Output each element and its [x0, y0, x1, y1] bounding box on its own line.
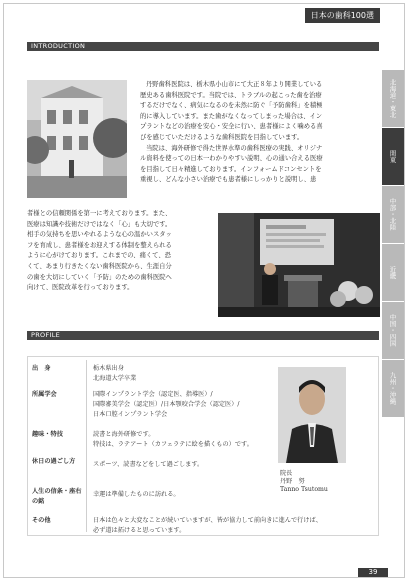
profile-label-origin: 出 身 — [32, 365, 51, 372]
intro-line: 相手の気持ちを思いやれるような心の温かいスタッ — [27, 231, 172, 239]
profile-label-societies: 所属学会 — [32, 391, 57, 398]
intro-line: の歯を大切にしていく「予防」のための歯科医院へ — [27, 273, 172, 281]
tab-chubu-hokuriku[interactable]: 中部・北陸 — [382, 186, 404, 243]
intro-line: びを感じていただけるような歯科医院を目指しています。 — [140, 133, 304, 141]
intro-line: ル資料を使っての日本一わかりやすい説明、心の通い合える医療 — [140, 155, 323, 163]
intro-line: を目指して日々精進しております。インフォームドコンセントを — [140, 165, 322, 173]
doctor-role: 院長 — [280, 470, 293, 477]
intro-line: 者様との信頼関係を第一に考えております。また、 — [27, 210, 172, 217]
intro-line: 向けて、医院改革を行っております。 — [27, 284, 134, 292]
tab-hokkaido-tohoku[interactable]: 北海道・東北 — [382, 70, 404, 127]
profile-label-holidays: 休日の過ごし方 — [32, 458, 76, 465]
tab-chugoku-shikoku[interactable]: 中国・四国 — [382, 302, 404, 359]
intro-line: 的に導入しています。また歯がなくなってしまった場合は、イン — [140, 112, 323, 120]
profile-label-other: その他 — [32, 517, 51, 524]
intro-line: 歴史ある歯科医院です。当院では、トラブルの起こった歯を治療 — [140, 91, 322, 99]
intro-line: 重視し、どんな小さい治療でも患者様にしっかりと説明し、患 — [140, 176, 317, 184]
intro-line: するだけでなく、病気になるのを未然に防ぐ「予防歯科」を積極 — [140, 102, 323, 110]
intro-line: プラントなどの治療を安心・安全に行い、患者様によく噛める喜 — [140, 123, 323, 131]
profile-value-motto: 幸運は準備したものに訪れる。 — [93, 491, 180, 498]
intro-line: 医療は知識や技術だけではなく「心」も大切です。 — [27, 220, 172, 228]
tab-kinki[interactable]: 近畿 — [382, 244, 404, 301]
profile-value-holidays: スポーツ、読書などをして過ごします。 — [93, 461, 204, 468]
intro-line: くて、あまり行きたくない歯科医院から、生涯自分 — [27, 262, 172, 270]
doctor-name: 丹野 努 — [280, 478, 305, 485]
profile-label-hobbies: 趣味・特技 — [32, 431, 63, 438]
intro-line: 当院は、海外研修で得た世界水準の歯科医療の実践、オリジナ — [146, 144, 323, 152]
intro-title: INTRODUCTION — [27, 42, 379, 51]
doctor-portrait — [278, 367, 346, 463]
profile-label-motto: 人生の信条・座右の銘 — [32, 488, 82, 505]
tab-kanto[interactable]: 関東 — [382, 128, 404, 185]
profile-value-societies: 国際インプラント学会（認定医、指導医）/ 国際審美学会（認定医）/日本顎咬合学会（認定医）/ 日本口腔インプラント学会 — [93, 391, 240, 418]
clinic-building-photo — [27, 80, 127, 198]
doctor-name-romaji: Tanno Tsutomu — [280, 486, 328, 493]
profile-title: PROFILE — [27, 331, 379, 340]
profile-divider — [86, 360, 87, 532]
intro-text-bottom — [27, 209, 215, 294]
tab-kyushu-okinawa[interactable]: 九州・沖縄 — [382, 360, 404, 417]
intro-line: 丹野歯科医院は、栃木県小山市にて大正８年より開業している — [146, 81, 323, 88]
header-label: 日本の歯科100選 — [305, 8, 380, 23]
page-number: 39 — [358, 568, 388, 577]
lecture-photo — [218, 213, 380, 317]
intro-text-top — [140, 80, 380, 186]
doctor-caption — [280, 470, 328, 494]
profile-value-other: 日本は色々と大変なことが続いていますが、皆が協力して前向きに進んで行けば、 必ず道は拓けると思っています。 — [93, 517, 322, 534]
profile-value-origin: 栃木県出身 北海道大学卒業 — [93, 365, 137, 382]
intro-line: ように心がけております。これまでの、痛くて、恐 — [27, 252, 171, 260]
region-tabs — [382, 70, 404, 418]
profile-value-hobbies: 読書と海外研修です。 特技は、ラテアート（カフェラテに絵を描くもの）です。 — [93, 431, 253, 448]
intro-line: フを育成し、患者様をお迎えする体制を整えられる — [27, 241, 172, 249]
